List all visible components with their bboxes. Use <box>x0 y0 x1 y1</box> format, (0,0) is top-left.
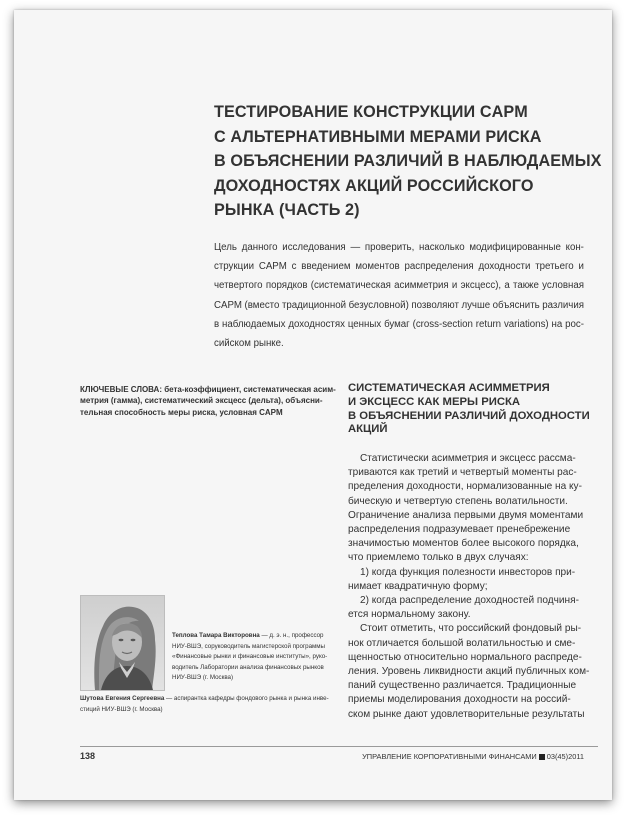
word: наблюдаемых <box>222 318 286 330</box>
body-text <box>348 452 590 722</box>
word: а <box>504 280 510 292</box>
article-title <box>214 100 604 223</box>
body-line: что приемлемо только в двух случаях: <box>348 552 529 564</box>
body-line: ском рынке дают удовлетворительные результаты <box>348 708 585 720</box>
word: ценных <box>347 318 382 330</box>
square-bullet-icon <box>539 754 545 760</box>
author-bio-line: НИУ-ВШЭ (г. Москва) <box>172 674 234 682</box>
keywords <box>80 384 338 418</box>
body-line: распределения подразумевает пренебрежение <box>348 524 571 536</box>
body-line: приемы моделирования доходности на россий- <box>348 694 571 706</box>
word: асимметрия <box>394 280 449 292</box>
section-heading-line: АКЦИЙ <box>348 423 388 436</box>
section-heading <box>348 382 588 437</box>
body-line: нимает квадратичную форму; <box>348 580 488 592</box>
word: бумаг <box>384 318 410 330</box>
body-line: бическую и четвертую степень волатильности. <box>348 495 568 507</box>
author-bio-line: стиций НИУ-ВШЭ (г. Москва) <box>80 705 163 713</box>
word: рос- <box>565 318 584 330</box>
word: третьего <box>535 261 574 273</box>
abstract-line <box>214 315 584 334</box>
journal-issue: 03(45)2011 <box>546 752 584 761</box>
abstract-line <box>214 257 584 276</box>
word: доходностях <box>288 318 345 330</box>
author-name: Шутова Евгения Сергеевна <box>80 695 165 702</box>
title-line: ТЕСТИРОВАНИЕ КОНСТРУКЦИИ CAPM <box>214 103 528 121</box>
word: традиционной <box>281 299 347 311</box>
word: исследования <box>282 242 346 253</box>
author-photo <box>80 595 165 691</box>
journal-footer <box>362 752 584 761</box>
author-bio-line: НИУ-ВШЭ, соруководитель магистерской программы <box>172 642 325 650</box>
word: (cross-section <box>412 318 473 330</box>
body-line: щенностью относительно нормального распреде- <box>348 651 582 663</box>
author-bio-line: водитель Лаборатории анализа финансовых рынков <box>172 663 324 671</box>
abstract-line <box>214 238 584 257</box>
word: в <box>214 318 220 330</box>
word: кон- <box>565 242 584 253</box>
section-heading-line: СИСТЕМАТИЧЕСКАЯ АСИММЕТРИЯ <box>348 382 550 394</box>
word: эксцесс), <box>460 280 502 292</box>
word: на <box>551 318 563 330</box>
word: условная <box>542 280 584 292</box>
body-line: ется нормальному закону. <box>348 609 471 621</box>
word: позволяют <box>411 299 459 311</box>
word: — <box>350 242 361 253</box>
word: return <box>475 318 502 330</box>
word: распределения <box>404 261 474 273</box>
author-bio-shutova <box>80 694 340 715</box>
author-bio-text: — д. э. н., профессор <box>259 632 324 639</box>
body-line: значимостью моментов более высокого порядка, <box>348 538 579 550</box>
word: (систематическая <box>310 280 391 292</box>
body-line: ления. Уровень ликвидности акций публичных ком- <box>348 666 590 678</box>
word: доходности <box>478 261 531 273</box>
body-line: Статистически асимметрия и эксцесс рассма- <box>360 453 576 464</box>
title-line: С АЛЬТЕРНАТИВНЫМИ МЕРАМИ РИСКА <box>214 127 542 146</box>
word: лучше <box>461 299 491 311</box>
body-line: триваются как третий и четвертый моменты рас- <box>348 467 577 479</box>
abstract <box>214 238 584 353</box>
word: различия <box>542 299 584 311</box>
body-line: пределения доходности, нормализованные на ку- <box>348 481 582 493</box>
author-name: Теплова Тамара Викторовна <box>172 632 260 639</box>
keywords-line: метрия (гамма), систематический эксцесс (дельта), объясни- <box>80 396 323 406</box>
body-line: 2) когда распределение доходностей подчиня- <box>360 595 579 607</box>
word: (вместо <box>244 299 280 311</box>
word: также <box>513 280 539 292</box>
keywords-line: тельная способность меры риска, условная CAPM <box>80 407 283 417</box>
keywords-line: КЛЮЧЕВЫЕ СЛОВА: бета-коэффициент, систематическая асим- <box>80 385 336 394</box>
word: введением <box>301 261 351 273</box>
journal-page <box>14 10 612 800</box>
word: CAPM <box>258 261 287 273</box>
title-line: РЫНКА (ЧАСТЬ 2) <box>214 201 360 219</box>
body-line: паний существенно различается. Традиционные <box>348 680 577 692</box>
page-number: 138 <box>80 751 96 761</box>
title-line: ДОХОДНОСТЯХ АКЦИЙ РОССИЙСКОГО <box>214 176 534 195</box>
word: четвертого <box>214 280 263 292</box>
word: модифицированные <box>469 242 561 253</box>
abstract-line <box>214 296 584 315</box>
word: струкции <box>214 261 255 273</box>
word: безусловной) <box>348 299 409 311</box>
body-line: 1) когда функция полезности инвесторов при- <box>360 566 576 578</box>
word: и <box>451 280 458 292</box>
word: и <box>578 261 584 273</box>
author-bio-line: «Финансовые рынки и финансовые институты», руко- <box>172 653 328 661</box>
author-bio-text: — аспирантка кафедры фондового рынка и рынка инве- <box>164 695 329 702</box>
body-line: нок отличается большой волатильностью и сме- <box>348 637 576 649</box>
journal-name: УПРАВЛЕНИЕ КОРПОРАТИВНЫМИ ФИНАНСАМИ <box>362 752 537 761</box>
author-portrait-image <box>81 596 164 690</box>
word: порядков <box>265 280 308 292</box>
section-heading-line: В ОБЪЯСНЕНИИ РАЗЛИЧИЙ ДОХОДНОСТИ <box>348 409 590 422</box>
abstract-line <box>214 276 584 295</box>
word: CAPM <box>214 299 242 311</box>
section-heading-line: И ЭКСЦЕСС КАК МЕРЫ РИСКА <box>348 395 521 408</box>
word: с <box>291 261 297 273</box>
word: Цель <box>214 242 237 253</box>
word: variations) <box>503 318 549 330</box>
title-line: В ОБЪЯСНЕНИИ РАЗЛИЧИЙ В НАБЛЮДАЕМЫХ <box>214 152 602 170</box>
body-line: Ограничение анализа первыми двумя моментами <box>348 509 584 521</box>
abstract-line: сийском рынке. <box>214 338 284 350</box>
word: проверить, <box>364 242 415 253</box>
word: насколько <box>419 242 465 253</box>
word: моментов <box>355 261 400 273</box>
footer-divider <box>80 746 598 747</box>
author-bio-teplova <box>172 631 342 684</box>
word: объяснить <box>492 299 540 311</box>
word: данного <box>241 242 278 253</box>
body-line: Стоит отметить, что российский фондовый ры- <box>360 623 582 635</box>
